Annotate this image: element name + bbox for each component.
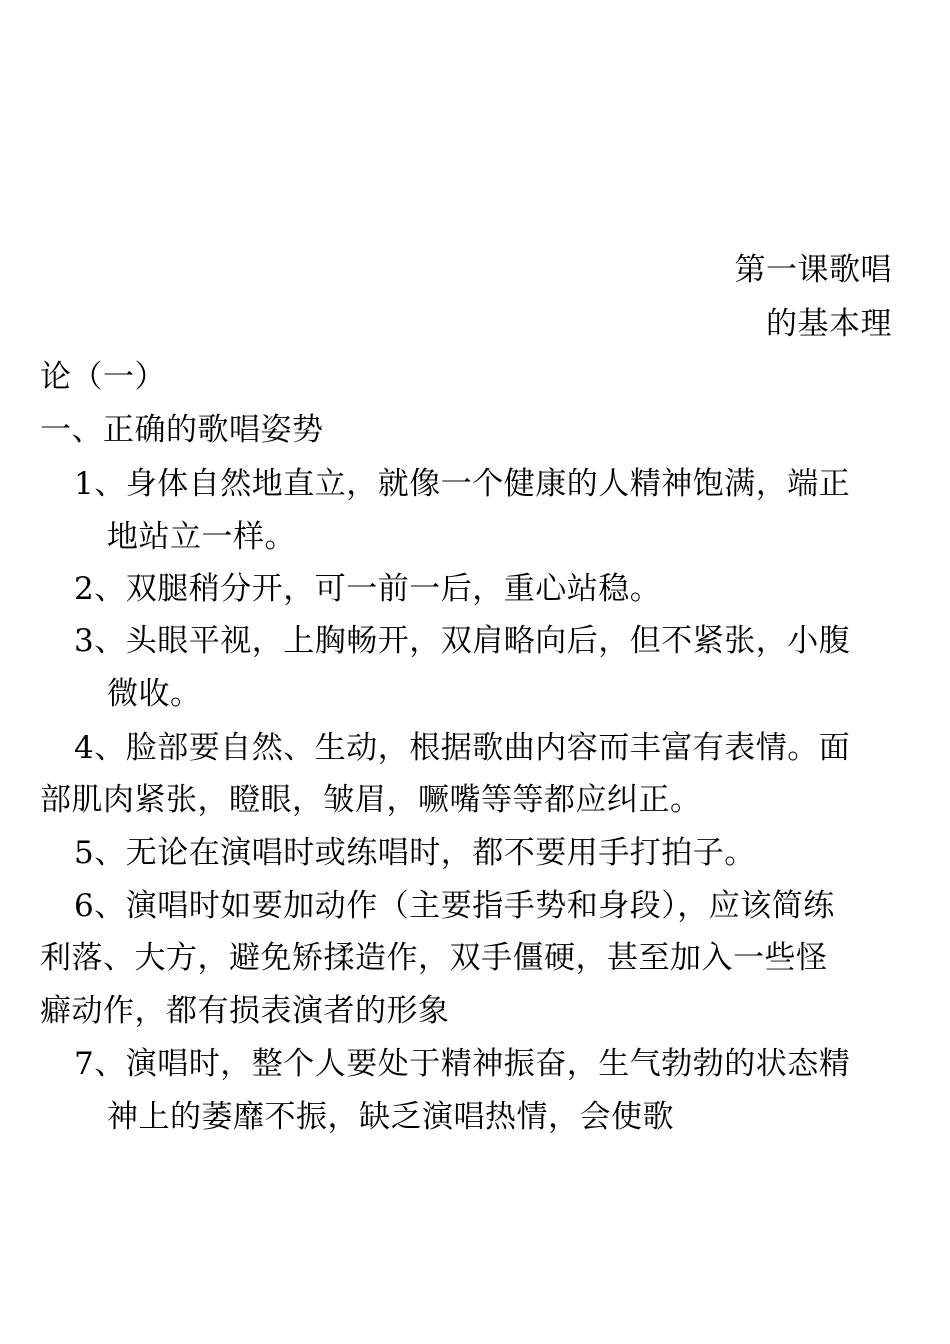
list-item-4-line-2: 部肌肉紧张，瞪眼，皱眉，噘嘴等等都应纠正。 [40, 782, 702, 818]
list-item-3-line-1: 3、头眼平视，上胸畅开，双肩略向后，但不紧张，小腹 [74, 623, 851, 659]
list-item-3-line-2: 微收。 [107, 676, 202, 712]
section-heading: 一、正确的歌唱姿势 [40, 412, 324, 448]
list-item-2-line-1: 2、双腿稍分开，可一前一后，重心站稳。 [74, 571, 662, 607]
list-item-1-line-1: 1、身体自然地直立，就像一个健康的人精神饱满，端正 [74, 466, 851, 502]
title-line-2: 的基本理 [766, 306, 892, 342]
list-item-4-line-1: 4、脸部要自然、生动，根据歌曲内容而丰富有表情。面 [74, 730, 851, 766]
list-item-6-line-3: 癖动作，都有损表演者的形象 [40, 993, 450, 1029]
title-line-1: 第一课歌唱 [734, 252, 892, 288]
list-item-7-line-1: 7、演唱时，整个人要处于精神振奋，生气勃勃的状态精 [74, 1046, 851, 1082]
title-line-3: 论（一） [40, 359, 166, 395]
list-item-6-line-1: 6、演唱时如要加动作（主要指手势和身段），应该简练 [74, 888, 835, 924]
list-item-5-line-1: 5、无论在演唱时或练唱时，都不要用手打拍子。 [74, 835, 756, 871]
list-item-1-line-2: 地站立一样。 [107, 519, 296, 555]
list-item-6-line-2: 利落、大方，避免矫揉造作，双手僵硬，甚至加入一些怪 [40, 940, 828, 976]
list-item-7-line-2: 神上的萎靡不振，缺乏演唱热情，会使歌 [107, 1099, 674, 1135]
